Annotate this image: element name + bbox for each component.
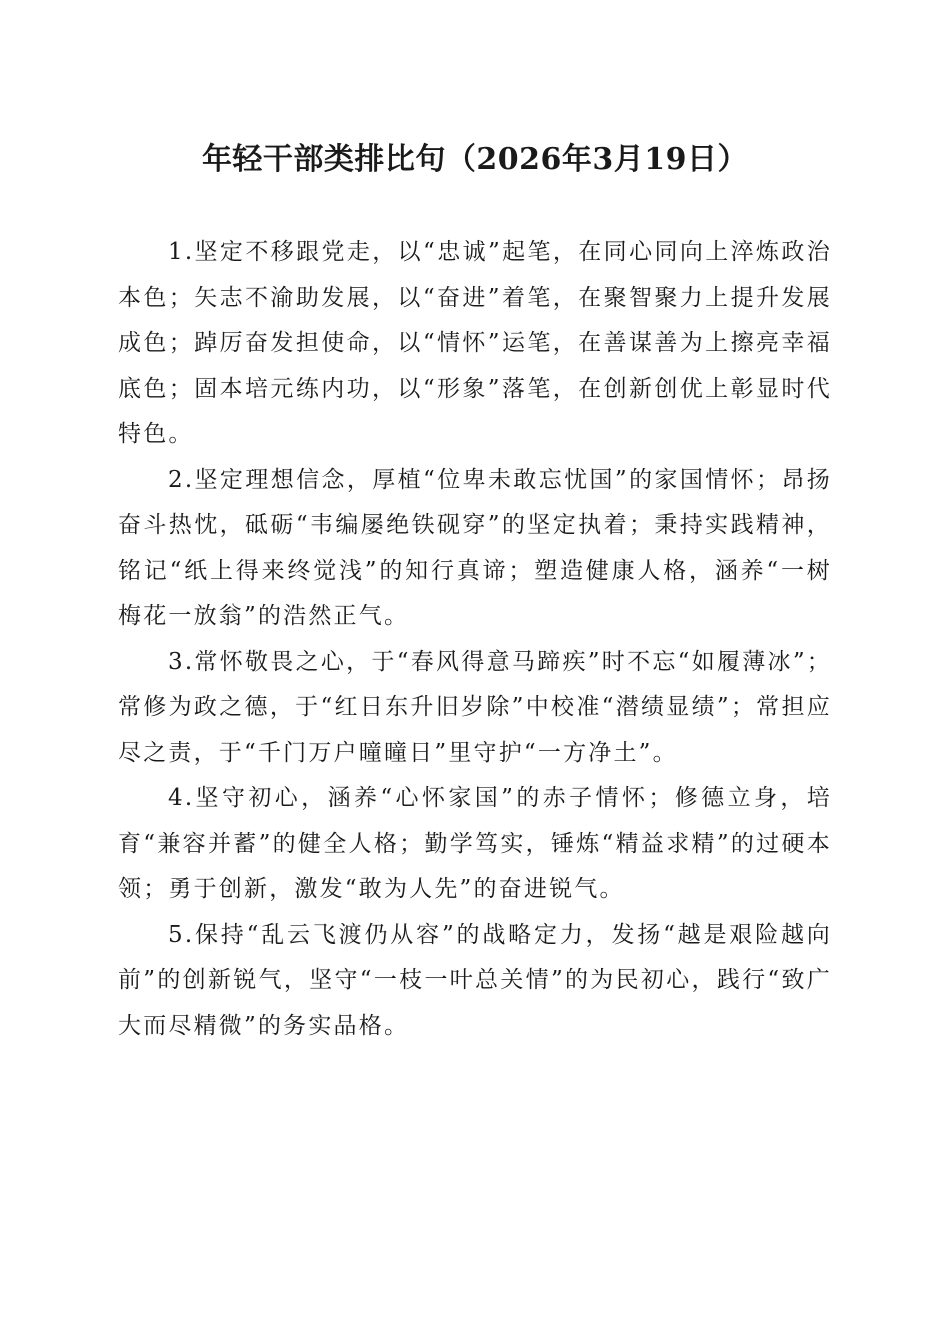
paragraph-1: 1.坚定不移跟党走，以“忠诚”起笔，在同心同向上淬炼政治本色；矢志不渝助发展，以“奋进”着笔，在聚智聚力上提升发展成色；踔厉奋发担使命，以“情怀”运笔，在善谋善为上擦亮幸福底色；固本培元练内功，以“形象”落笔，在创新创优上彰显时代特色。 bbox=[118, 239, 832, 447]
paragraph-5: 5.保持“乱云飞渡仍从容”的战略定力，发扬“越是艰险越向前”的创新锐气，坚守“一枝一叶总关情”的为民初心，践行“致广大而尽精微”的务实品格。 bbox=[118, 921, 832, 1039]
paragraph-3: 3.常怀敬畏之心，于“春风得意马蹄疾”时不忘“如履薄冰”；常修为政之德，于“红日东升旧岁除”中校准“潜绩显绩”；常担应尽之责，于“千门万户曈曈日”里守护“一方净土”。 bbox=[118, 648, 832, 766]
paragraph-2: 2.坚定理想信念，厚植“位卑未敢忘忧国”的家国情怀；昂扬奋斗热忱，砥砺“韦编屡绝铁砚穿”的坚定执着；秉持实践精神，铭记“纸上得来终觉浅”的知行真谛；塑造健康人格，涵养“一树梅花一放翁”的浩然正气。 bbox=[118, 466, 832, 629]
document-body bbox=[118, 230, 832, 1049]
document-title: 年轻干部类排比句（2026年3月19日） bbox=[201, 142, 749, 177]
paragraph-4: 4.坚守初心，涵养“心怀家国”的赤子情怀；修德立身，培育“兼容并蓄”的健全人格；勤学笃实，锤炼“精益求精”的过硬本领；勇于创新，激发“敢为人先”的奋进锐气。 bbox=[118, 785, 832, 902]
